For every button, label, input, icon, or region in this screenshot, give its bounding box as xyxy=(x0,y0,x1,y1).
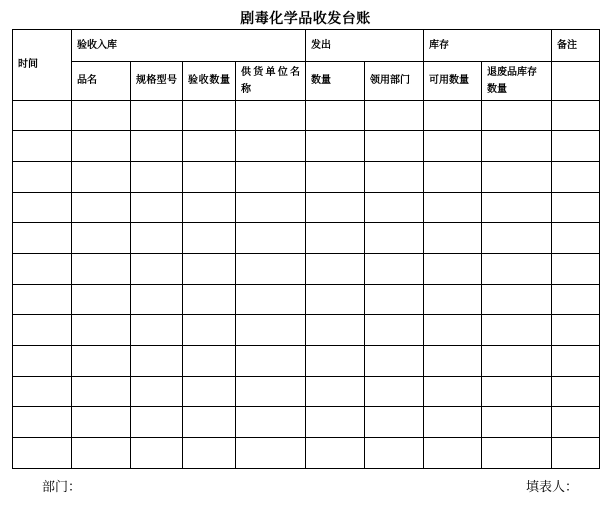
table-cell xyxy=(306,223,365,254)
table-cell xyxy=(552,223,600,254)
table-row xyxy=(13,315,600,346)
table-cell xyxy=(306,315,365,346)
table-cell xyxy=(306,100,365,131)
table-cell xyxy=(424,407,482,438)
table-cell xyxy=(131,315,183,346)
table-cell xyxy=(482,131,552,162)
table-cell xyxy=(552,346,600,377)
table-cell xyxy=(183,192,236,223)
table-cell xyxy=(306,284,365,315)
table-cell xyxy=(13,131,72,162)
table-cell xyxy=(236,161,306,192)
table-cell xyxy=(552,438,600,469)
table-cell xyxy=(236,254,306,285)
header-receiving-dept: 领用部门 xyxy=(365,61,424,100)
table-cell xyxy=(552,100,600,131)
table-cell xyxy=(482,315,552,346)
table-cell xyxy=(306,131,365,162)
table-cell xyxy=(424,254,482,285)
header-time: 时间 xyxy=(13,30,72,101)
table-row xyxy=(13,100,600,131)
table-cell xyxy=(236,131,306,162)
table-cell xyxy=(306,161,365,192)
table-cell xyxy=(183,161,236,192)
header-returned-waste-qty: 退废品库存数量 xyxy=(482,61,552,100)
table-cell xyxy=(424,346,482,377)
table-cell xyxy=(13,284,72,315)
header-stock-group: 库存 xyxy=(424,30,552,62)
table-cell xyxy=(72,192,131,223)
header-accepted-qty: 验收数量 xyxy=(183,61,236,100)
table-cell xyxy=(306,254,365,285)
table-cell xyxy=(365,100,424,131)
table-cell xyxy=(306,376,365,407)
table-cell xyxy=(236,192,306,223)
table-cell xyxy=(306,407,365,438)
header-dispatch-qty: 数量 xyxy=(306,61,365,100)
table-cell xyxy=(131,223,183,254)
table-cell xyxy=(183,100,236,131)
header-remarks-sub xyxy=(552,61,600,100)
table-cell xyxy=(13,100,72,131)
table-cell xyxy=(183,346,236,377)
table-cell xyxy=(482,438,552,469)
header-remarks: 备注 xyxy=(552,30,600,62)
table-cell xyxy=(72,161,131,192)
table-cell xyxy=(424,223,482,254)
table-cell xyxy=(183,254,236,285)
table-cell xyxy=(365,376,424,407)
header-available-qty: 可用数量 xyxy=(424,61,482,100)
table-cell xyxy=(131,131,183,162)
table-cell xyxy=(424,131,482,162)
table-cell xyxy=(72,284,131,315)
table-cell xyxy=(72,100,131,131)
table-cell xyxy=(131,161,183,192)
table-cell xyxy=(131,254,183,285)
table-cell xyxy=(552,254,600,285)
table-cell xyxy=(13,438,72,469)
table-cell xyxy=(482,223,552,254)
table-cell xyxy=(183,376,236,407)
table-cell xyxy=(365,407,424,438)
table-row xyxy=(13,376,600,407)
table-cell xyxy=(424,438,482,469)
header-supplier-name: 供货单位名称 xyxy=(236,61,306,100)
table-cell xyxy=(306,192,365,223)
table-cell xyxy=(424,376,482,407)
table-cell xyxy=(236,223,306,254)
table-cell xyxy=(365,192,424,223)
table-cell xyxy=(552,131,600,162)
table-cell xyxy=(72,223,131,254)
table-cell xyxy=(552,376,600,407)
table-cell xyxy=(13,376,72,407)
table-cell xyxy=(424,284,482,315)
table-cell xyxy=(236,346,306,377)
table-cell xyxy=(13,346,72,377)
table-cell xyxy=(72,254,131,285)
table-cell xyxy=(131,192,183,223)
table-cell xyxy=(13,407,72,438)
table-cell xyxy=(236,438,306,469)
table-cell xyxy=(424,100,482,131)
table-cell xyxy=(183,284,236,315)
table-cell xyxy=(552,161,600,192)
table-cell xyxy=(482,161,552,192)
table-cell xyxy=(183,407,236,438)
table-cell xyxy=(183,131,236,162)
table-cell xyxy=(131,284,183,315)
table-row xyxy=(13,407,600,438)
ledger-body xyxy=(13,100,600,468)
ledger-table xyxy=(12,29,600,469)
table-cell xyxy=(424,315,482,346)
table-cell xyxy=(13,223,72,254)
table-cell xyxy=(482,376,552,407)
table-cell xyxy=(13,254,72,285)
table-cell xyxy=(131,100,183,131)
table-cell xyxy=(236,284,306,315)
table-cell xyxy=(482,284,552,315)
filler-label: 填表人： xyxy=(526,480,579,495)
header-row-sub xyxy=(13,61,600,100)
table-cell xyxy=(131,438,183,469)
table-cell xyxy=(482,407,552,438)
table-cell xyxy=(131,376,183,407)
table-cell xyxy=(306,346,365,377)
table-cell xyxy=(72,438,131,469)
table-cell xyxy=(482,192,552,223)
header-dispatch-group: 发出 xyxy=(306,30,424,62)
table-cell xyxy=(482,100,552,131)
table-cell xyxy=(13,315,72,346)
page-title: 剧毒化学品收发台账 xyxy=(240,11,371,27)
header-product-name: 品名 xyxy=(72,61,131,100)
table-cell xyxy=(365,438,424,469)
table-row xyxy=(13,161,600,192)
table-row xyxy=(13,254,600,285)
table-cell xyxy=(131,346,183,377)
table-cell xyxy=(13,161,72,192)
table-cell xyxy=(236,376,306,407)
table-row xyxy=(13,192,600,223)
table-cell xyxy=(482,346,552,377)
table-cell xyxy=(552,407,600,438)
table-cell xyxy=(72,407,131,438)
table-cell xyxy=(72,315,131,346)
table-cell xyxy=(482,254,552,285)
table-row xyxy=(13,131,600,162)
table-cell xyxy=(365,161,424,192)
table-cell xyxy=(183,315,236,346)
table-cell xyxy=(365,131,424,162)
table-cell xyxy=(72,346,131,377)
table-cell xyxy=(424,192,482,223)
header-row-top xyxy=(13,30,600,62)
table-row xyxy=(13,438,600,469)
table-cell xyxy=(72,131,131,162)
table-cell xyxy=(236,100,306,131)
table-row xyxy=(13,223,600,254)
table-cell xyxy=(72,376,131,407)
table-cell xyxy=(365,346,424,377)
table-cell xyxy=(236,407,306,438)
table-cell xyxy=(552,192,600,223)
table-cell xyxy=(236,315,306,346)
table-cell xyxy=(183,438,236,469)
header-acceptance-group: 验收入库 xyxy=(72,30,306,62)
table-cell xyxy=(424,161,482,192)
table-row xyxy=(13,284,600,315)
header-spec-model: 规格型号 xyxy=(131,61,183,100)
table-cell xyxy=(306,438,365,469)
table-cell xyxy=(552,284,600,315)
table-cell xyxy=(552,315,600,346)
table-cell xyxy=(13,192,72,223)
table-row xyxy=(13,346,600,377)
table-cell xyxy=(131,407,183,438)
table-cell xyxy=(365,315,424,346)
table-cell xyxy=(365,284,424,315)
table-cell xyxy=(183,223,236,254)
department-label: 部门： xyxy=(42,480,82,495)
table-cell xyxy=(365,223,424,254)
table-cell xyxy=(365,254,424,285)
